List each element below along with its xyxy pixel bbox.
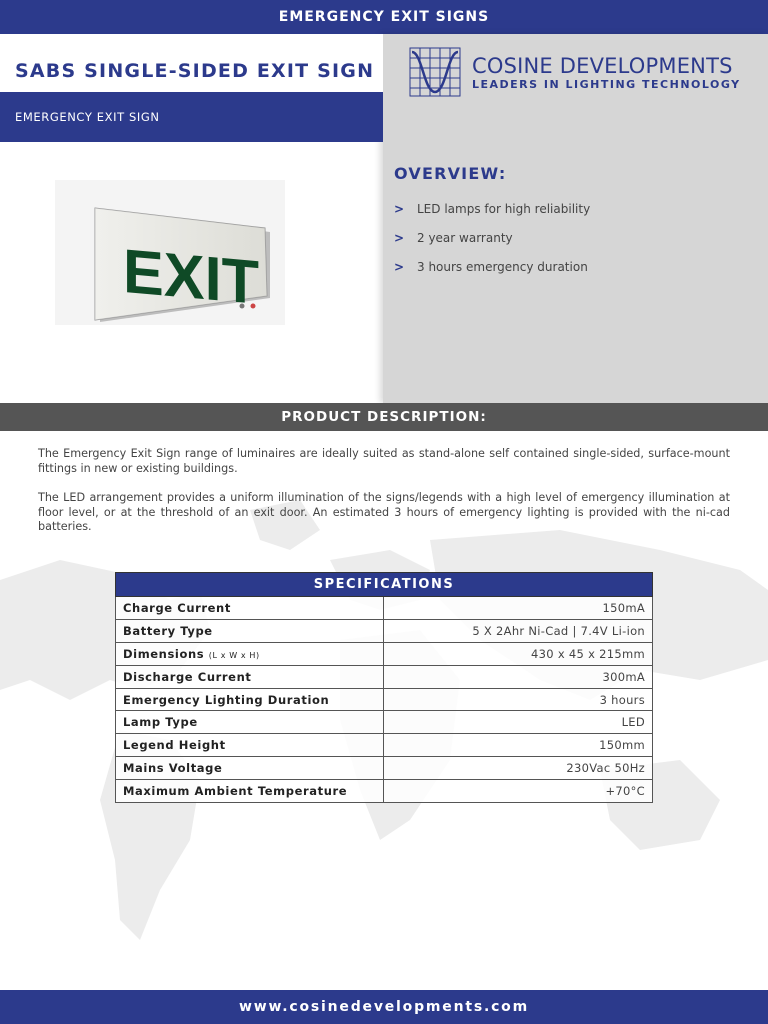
spec-unit: (L x W x H) [208,650,260,660]
product-description-heading-bar [0,403,768,431]
spec-value: 230Vac 50Hz [384,757,653,780]
spec-label: Mains Voltage [116,757,384,780]
spec-label: Emergency Lighting Duration [116,688,384,711]
subtitle-bar [0,92,383,142]
table-row [116,757,653,780]
spec-label: Discharge Current [116,665,384,688]
spec-value: 150mA [384,597,653,620]
spec-label: Lamp Type [116,711,384,734]
footer-bar [0,990,768,1024]
specifications-heading: SPECIFICATIONS [116,573,653,597]
table-row [116,665,653,688]
page-title: SABS SINGLE-SIDED EXIT SIGN [15,60,375,82]
overview-list [394,202,590,289]
spec-label: Battery Type [116,619,384,642]
category-title: EMERGENCY EXIT SIGNS [278,9,490,25]
overview-item-text: 2 year warranty [417,231,513,245]
table-row [116,688,653,711]
overview-item-text: LED lamps for high reliability [417,202,591,216]
brand-logo [408,44,748,100]
list-item [394,260,590,289]
product-description-heading: PRODUCT DESCRIPTION: [281,409,487,425]
table-row [116,711,653,734]
description-paragraph: The LED arrangement provides a uniform illumination of the signs/legends with a high level of emergency illumination at floor level, or at the threshold of an exit door. An estimated 3 hours of emergency lighting is provided with the ni-cad batteries. [38,491,730,533]
overview-heading: OVERVIEW: [394,164,507,183]
spec-value: 430 x 45 x 215mm [384,642,653,665]
spec-value: 300mA [384,665,653,688]
category-header-bar [0,0,768,34]
description-paragraph: The Emergency Exit Sign range of luminaires are ideally suited as stand-alone self contained single-sided, surface-mount fittings in new or existing buildings. [38,447,730,475]
spec-label: Legend Height [116,734,384,757]
spec-value: LED [384,711,653,734]
table-row [116,619,653,642]
brand-name: COSINE DEVELOPMENTS [472,53,733,78]
table-row [116,597,653,620]
spec-label: Dimensions [123,646,205,661]
specifications-table [115,572,653,803]
list-item [394,231,590,260]
bullet-marker: > [394,231,405,245]
brand-tagline: LEADERS IN LIGHTING TECHNOLOGY [472,77,741,91]
table-row [116,642,653,665]
page-subtitle: EMERGENCY EXIT SIGN [15,110,160,124]
exit-sign-product-image [55,180,285,325]
spec-label: Maximum Ambient Temperature [116,780,384,803]
list-item [394,202,590,231]
bullet-marker: > [394,202,405,216]
table-row [116,734,653,757]
overview-item-text: 3 hours emergency duration [417,260,588,274]
spec-label: Charge Current [116,597,384,620]
bullet-marker: > [394,260,405,274]
website-link[interactable]: www.cosinedevelopments.com [238,999,529,1015]
spec-value: +70°C [384,780,653,803]
table-row [116,780,653,803]
exit-sign-legend: EXIT [123,237,261,318]
spec-value: 3 hours [384,688,653,711]
spec-label-cell [116,642,384,665]
cosine-wave-logo-icon [408,46,462,98]
spec-value: 5 X 2Ahr Ni-Cad | 7.4V Li-ion [384,619,653,642]
spec-value: 150mm [384,734,653,757]
